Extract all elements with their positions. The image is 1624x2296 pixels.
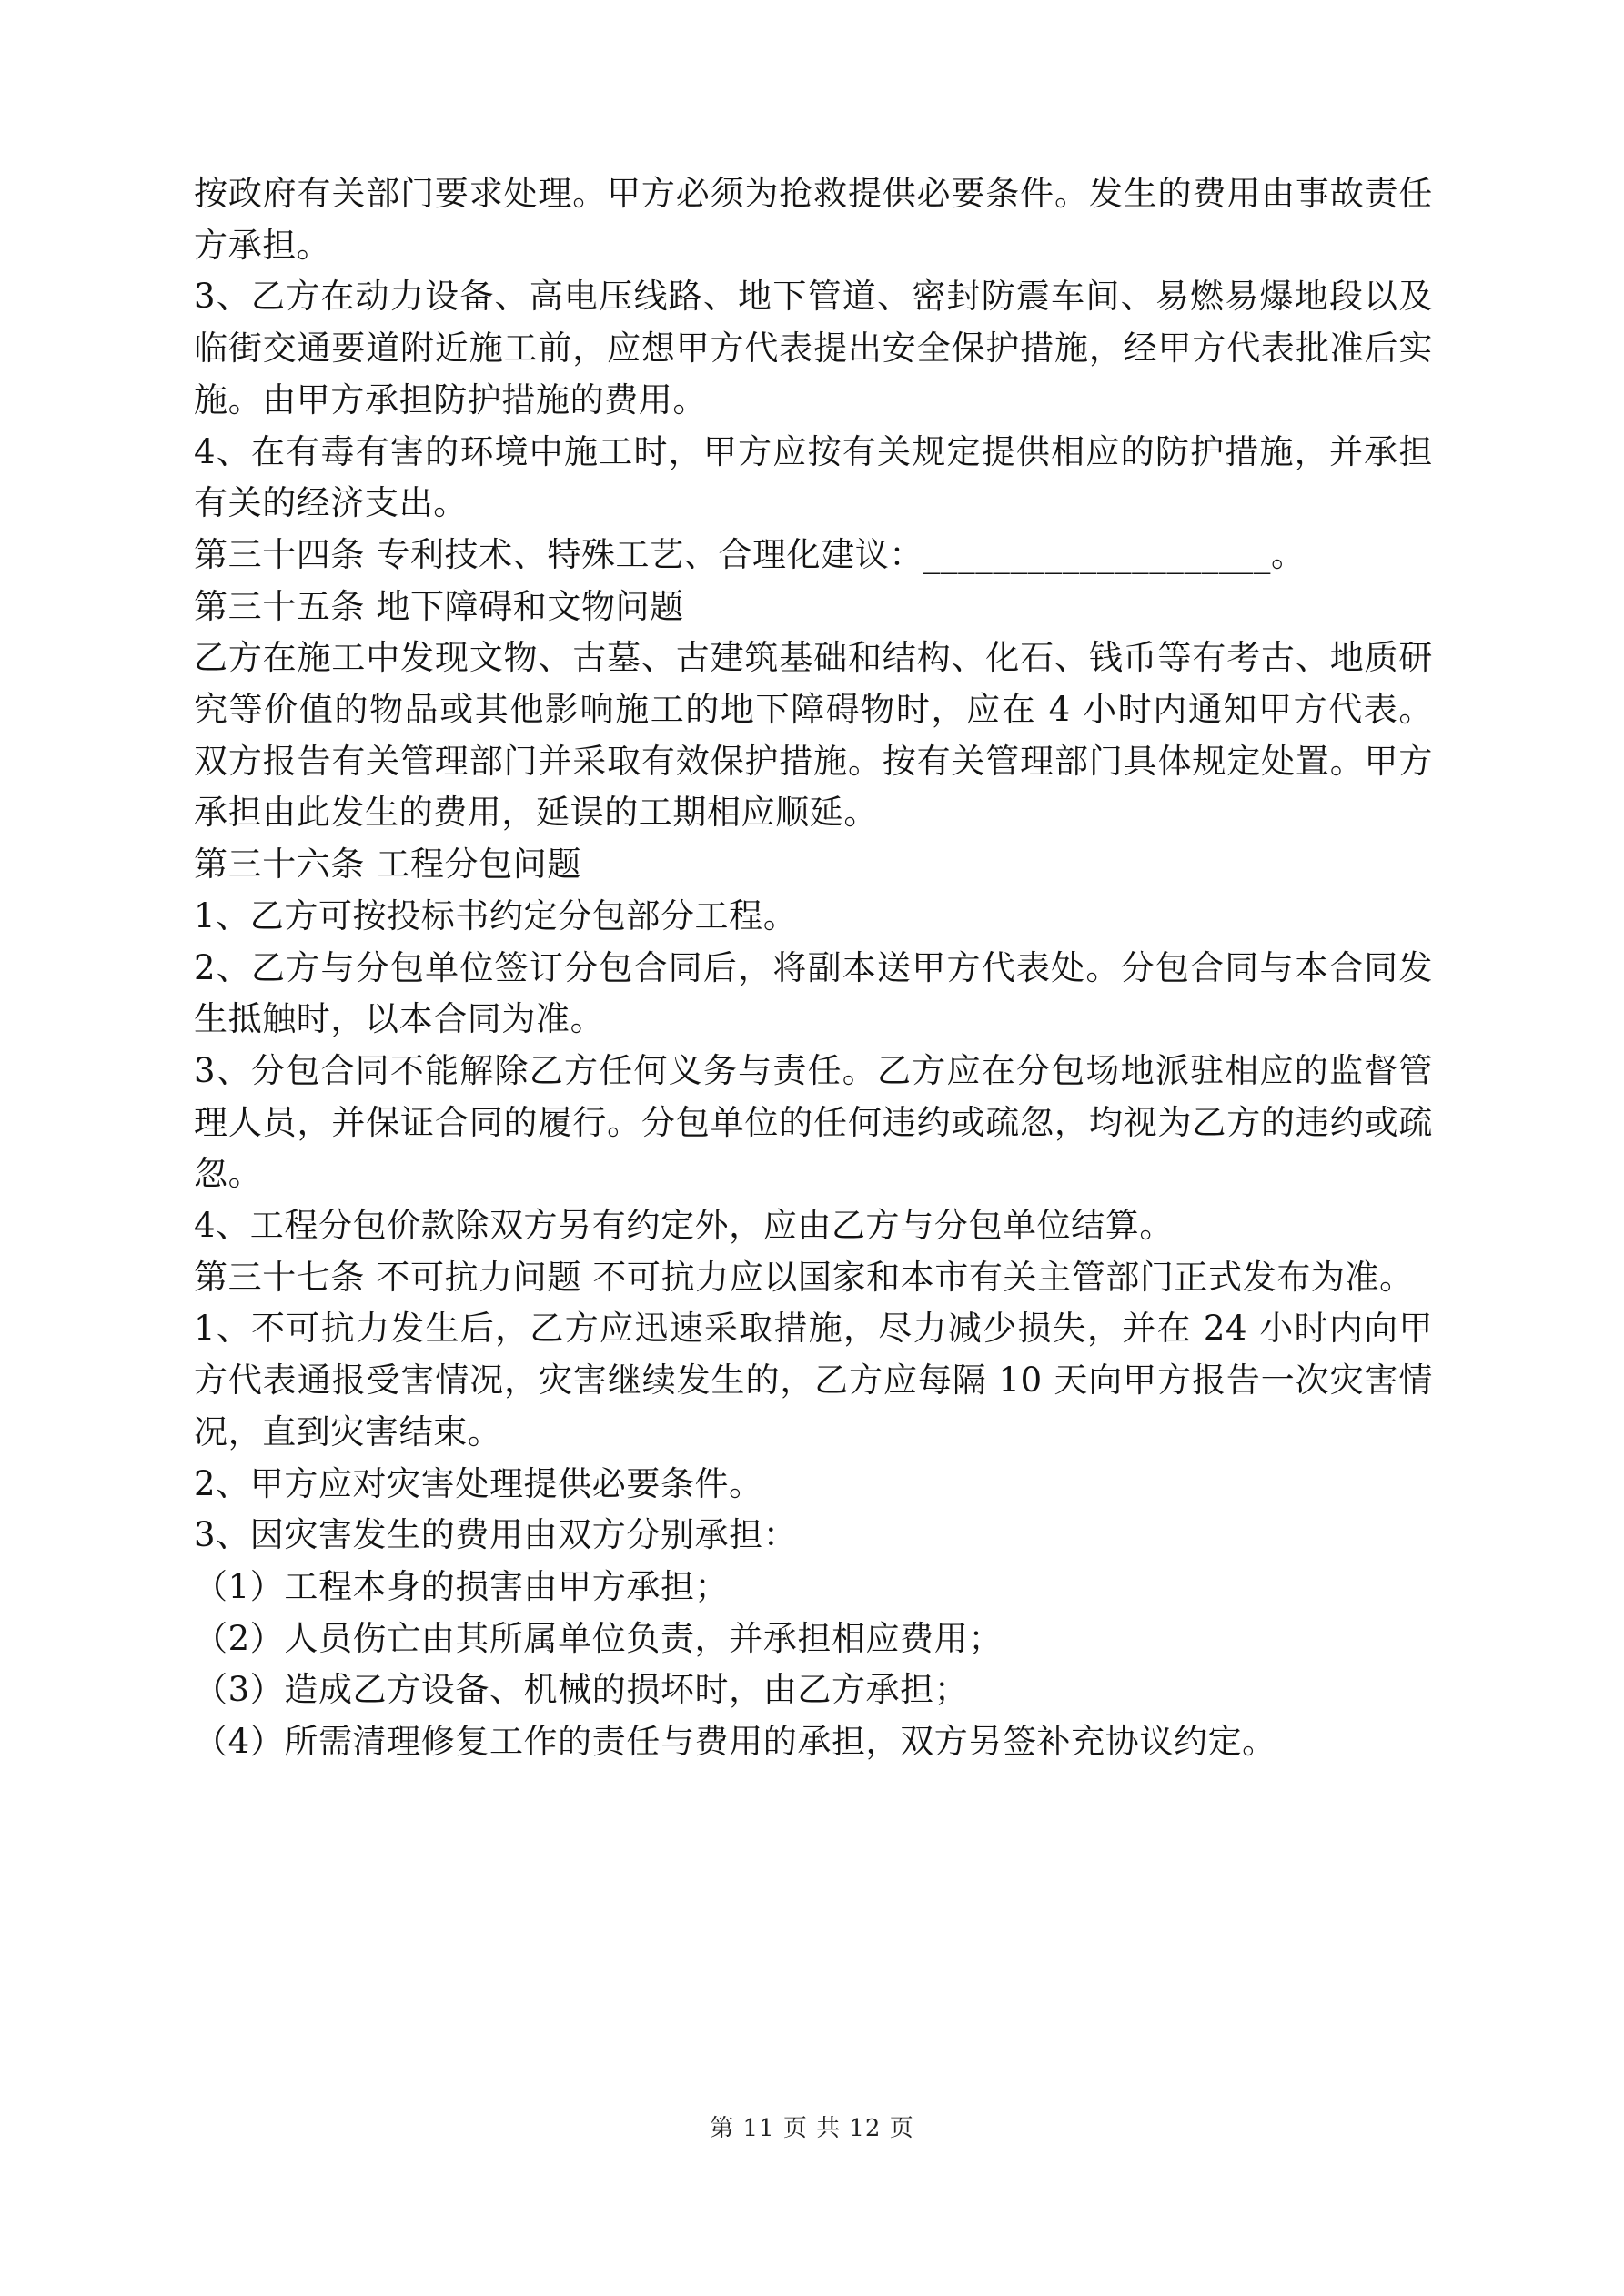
paragraph: 2、乙方与分包单位签订分包合同后，将副本送甲方代表处。分包合同与本合同发生抵触时，以本合同为准。 [194, 947, 1433, 1039]
list-item: （1）工程本身的损害由甲方承担； [194, 1566, 730, 1606]
page-number: 第 11 页 共 12 页 [710, 2115, 914, 2142]
list-item: （4）所需清理修复工作的责任与费用的承担，双方另签补充协议约定。 [194, 1722, 1276, 1762]
article-35-heading: 第三十五条 地下障碍和文物问题 [194, 586, 684, 626]
paragraph: 3、分包合同不能解除乙方任何义务与责任。乙方应在分包场地派驻相应的监督管理人员，并保证合同的履行。分包单位的任何违约或疏忽，均视为乙方的违约或疏忽。 [194, 1050, 1433, 1194]
list-item: （2）人员伤亡由其所属单位负责，并承担相应费用； [194, 1618, 1003, 1658]
paragraph: 乙方在施工中发现文物、古墓、古建筑基础和结构、化石、钱币等有考古、地质研究等价值的物品或其他影响施工的地下障碍物时，应在 4 小时内通知甲方代表。双方报告有关管理部门并采取有效保护措施。按有关管理部门具体规定处置。甲方承担由此发生的费用，延误的工期相应顺延。 [194, 638, 1433, 833]
article-37-heading: 第三十七条 不可抗力问题 不可抗力应以国家和本市有关主管部门正式发布为准。 [194, 1257, 1414, 1297]
paragraph: 1、乙方可按投标书约定分包部分工程。 [194, 895, 798, 936]
paragraph: 1、不可抗力发生后，乙方应迅速采取措施，尽力减少损失，并在 24 小时内向甲方代表通报受害情况，灾害继续发生的，乙方应每隔 10 天向甲方报告一次灾害情况，直到灾害结束。 [194, 1309, 1433, 1451]
article-36-heading: 第三十六条 工程分包问题 [194, 845, 581, 885]
list-item: （3）造成乙方设备、机械的损坏时，由乙方承担； [194, 1670, 969, 1710]
paragraph: 4、工程分包价款除双方另有约定外，应由乙方与分包单位结算。 [194, 1206, 1174, 1246]
paragraph: 3、因灾害发生的费用由双方分别承担： [194, 1515, 798, 1555]
document-body [194, 168, 1433, 1768]
article-34-heading: 第三十四条 专利技术、特殊工艺、合理化建议：____________________。 [194, 534, 1306, 574]
paragraph: 4、在有毒有害的环境中施工时，甲方应按有关规定提供相应的防护措施，并承担有关的经济支出。 [194, 431, 1433, 523]
paragraph: 2、甲方应对灾害处理提供必要条件。 [194, 1463, 763, 1503]
paragraph: 按政府有关部门要求处理。甲方必须为抢救提供必要条件。发生的费用由事故责任方承担。 [194, 174, 1433, 265]
paragraph: 3、乙方在动力设备、高电压线路、地下管道、密封防震车间、易燃易爆地段以及临街交通要道附近施工前，应想甲方代表提出安全保护措施，经甲方代表批准后实施。由甲方承担防护措施的费用。 [194, 277, 1433, 420]
page-footer [0, 2109, 1624, 2143]
